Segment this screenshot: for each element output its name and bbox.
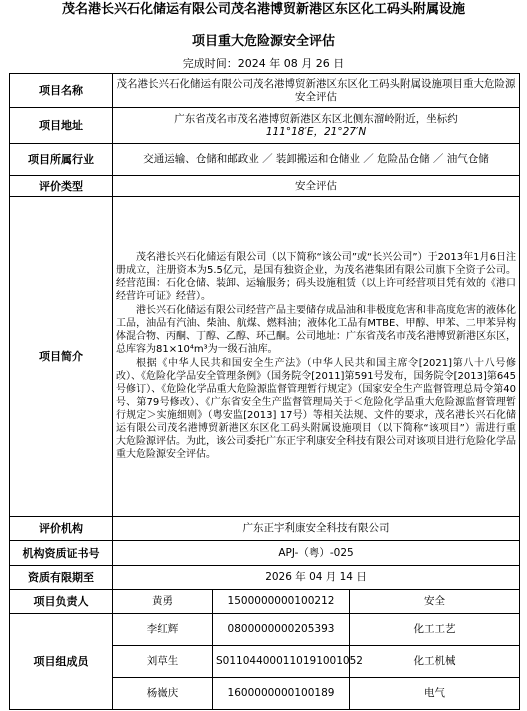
intro-paragraph-1: 茂名港长兴石化储运有限公司（以下简称“该公司”或“长兴公司”）于2013年1月6日注册成立，注册资本为5.5亿元，是国有独资企业，为茂名港集团有限公司旗下全资子公司。经营范围：石化仓储、装卸、运输服务；码头设施租赁（以上许可经营项目凭有效的《港口经营许可证》经营）。: [116, 252, 517, 302]
leader-cert: 1500000000100212: [213, 590, 350, 614]
intro-content: [113, 197, 520, 517]
member-specialty: 化工机械: [350, 646, 520, 678]
row-leader: [10, 590, 520, 614]
intro-paragraph-3: 根据《中华人民共和国安全生产法》（中华人民共和国主席令[2021]第八十八号修改）、《危险化学品安全管理条例》（国务院令[2011]第591号发布，国务院令[2013]第645号修订）、《危险化学品重大危险源监督管理暂行规定》（国家安全生产监督管理总局令第40号、第79号修改）、《广东省安全生产监督管理局关于＜危险化学品重大危险源监督管理暂行规定＞实施细则》（粤安监[2013] 17号）等相关法规、文件的要求，茂名港长兴石化储运有限公司茂名港博贸新港区东区化工码头附属设施项目（以下简称“该项目”）需进行重大危险源评估。为此，该公司委托广东正宇利康安全科技有限公司对该项目进行危险化学品重大危险源安全评估。: [116, 358, 517, 460]
project-address-value: [113, 108, 520, 144]
cert-no-label: 机构资质证书号: [10, 541, 113, 566]
validity-value: 2026 年 04 月 14 日: [113, 566, 520, 590]
eval-org-label: 评价机构: [10, 517, 113, 541]
member-specialty: 化工工艺: [350, 614, 520, 646]
member-name: 杨嶶庆: [113, 678, 213, 710]
leader-specialty: 安全: [350, 590, 520, 614]
row-industry: [10, 144, 520, 176]
report-title-line2: 项目重大危险源安全评估: [191, 34, 335, 49]
member-cert: 0800000000205393: [213, 614, 350, 646]
member-name: 刘草生: [113, 646, 213, 678]
industry-value: 交通运输、仓储和邮政业 ／ 装卸搬运和仓储业 ／ 危险品仓储 ／ 油气仓储: [113, 144, 520, 176]
leader-label: 项目负责人: [10, 590, 113, 614]
leader-name: 黄勇: [113, 590, 213, 614]
member-cert: S011044000110191001052: [213, 646, 350, 678]
row-eval-org: [10, 517, 520, 541]
eval-type-label: 评价类型: [10, 176, 113, 197]
row-cert-no: [10, 541, 520, 566]
cert-no-value: APJ-（粤）-025: [113, 541, 520, 566]
intro-paragraph-2: 港长兴石化储运有限公司经营产品主要储存成品油和非极度危害和非高度危害的液体化工品，油品有汽油、柴油、航煤、燃料油；液体化工品有MTBE、甲醇、甲苯、二甲苯异构体混合物、丙酮、丁醇、乙醇、环己酮。公司地址：广东省茂名市茂名港博贸新港区东区，总库容为81×10⁴m³为一级石油库。: [116, 305, 517, 355]
member-specialty: 电气: [350, 678, 520, 710]
project-address-label: 项目地址: [10, 108, 113, 144]
validity-label: 资质有限期至: [10, 566, 113, 590]
eval-org-value: 广东正宇利康安全科技有限公司: [113, 517, 520, 541]
address-text: 广东省茂名市茂名港博贸新港区东区北侧东溜岭附近，坐标约: [174, 112, 458, 125]
row-intro: [10, 197, 520, 517]
project-name-label: 项目名称: [10, 74, 113, 108]
row-project-address: [10, 108, 520, 144]
member-name: 李红辉: [113, 614, 213, 646]
eval-type-value: 安全评估: [113, 176, 520, 197]
completion-date: 完成时间：2024 年 08 月 26 日: [182, 57, 345, 70]
report-table: [9, 73, 520, 710]
row-project-name: [10, 74, 520, 108]
row-eval-type: [10, 176, 520, 197]
intro-label: 项目简介: [10, 197, 113, 517]
row-validity: [10, 566, 520, 590]
row-member-1: [10, 614, 520, 646]
report-title-line1: 茂名港长兴石化储运有限公司茂名港博贸新港区东区化工码头附属设施: [61, 2, 465, 17]
address-coordinates: 111°18′E，21°27′N: [265, 125, 367, 138]
members-label: 项目组成员: [10, 614, 113, 710]
industry-label: 项目所属行业: [10, 144, 113, 176]
member-cert: 1600000000100189: [213, 678, 350, 710]
project-name-value: 茂名港长兴石化储运有限公司茂名港博贸新港区东区化工码头附属设施项目重大危险源安全评估: [113, 74, 520, 108]
